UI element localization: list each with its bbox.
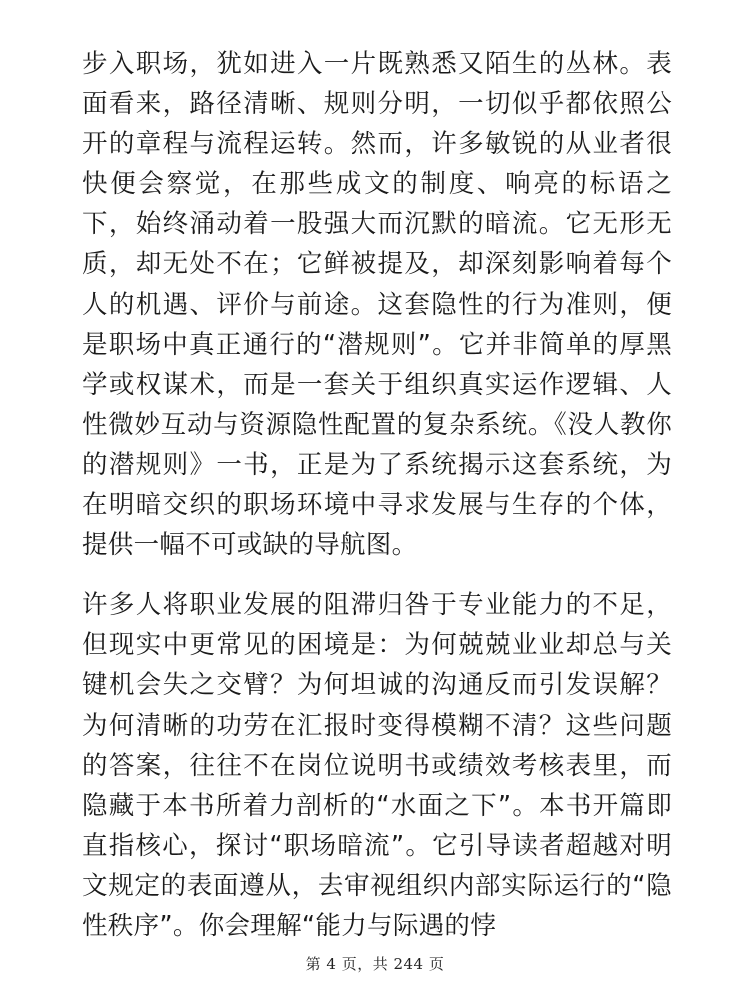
page-number-footer: 第 4 页，共 244 页 [305,955,445,973]
document-body [82,44,672,946]
paragraph-1: 步入职场，犹如进入一片既熟悉又陌生的丛林。表面看来，路径清晰、规则分明，一切似乎都依照公开的章程与流程运转。然而，许多敏锐的从业者很快便会察觉，在那些成文的制度、响亮的标语之下，始终涌动着一股强大而沉默的暗流。它无形无质，却无处不在；它鲜被提及，却深刻影响着每个人的机遇、评价与前途。这套隐性的行为准则，便是职场中真正通行的“潜规则”。它并非简单的厚黑学或权谋术，而是一套关于组织真实运作逻辑、人性微妙互动与资源隐性配置的复杂系统。《没人教你的潜规则》一书，正是为了系统揭示这套系统，为在明暗交织的职场环境中寻求发展与生存的个体，提供一幅不可或缺的导航图。 [82,49,672,561]
paragraph-2: 许多人将职业发展的阻滞归咎于专业能力的不足，但现实中更常见的困境是：为何兢兢业业却总与关键机会失之交臂？为何坦诚的沟通反而引发误解？为何清晰的功劳在汇报时变得模糊不清？这些问题的答案，往往不在岗位说明书或绩效考核表里，而隐藏于本书所着力剖析的“水面之下”。本书开篇即直指核心，探讨“职场暗流”。它引导读者超越对明文规定的表面遵从，去审视组织内部实际运行的“隐性秩序”。你会理解“能力与际遇的悖 [82,590,672,941]
